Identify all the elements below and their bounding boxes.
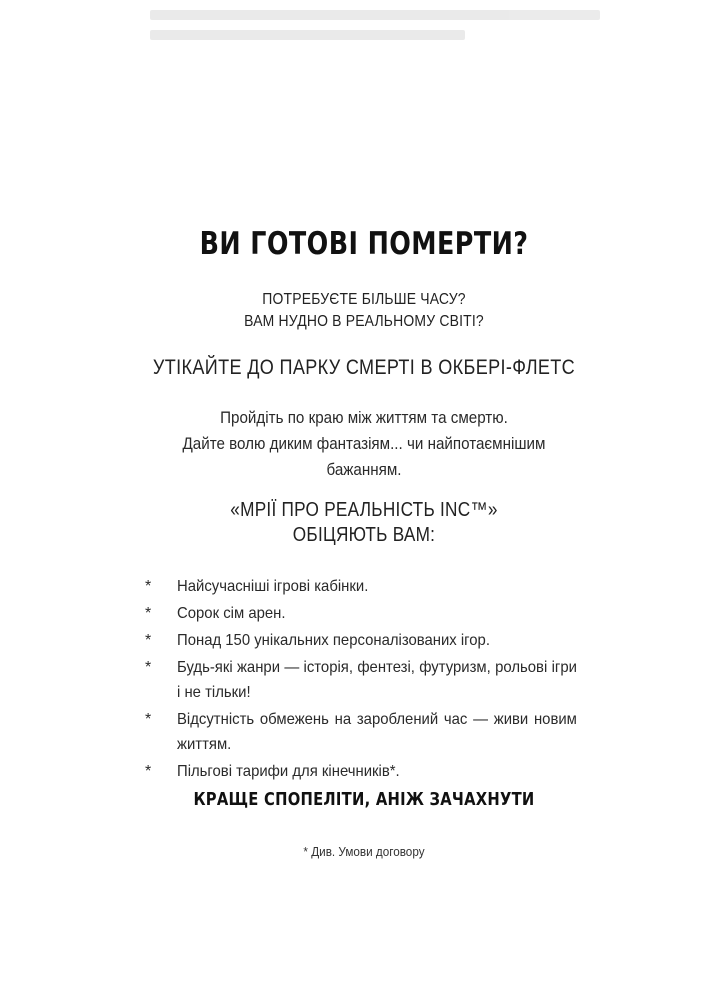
bullet-icon: * xyxy=(145,578,152,595)
bleed-through-text xyxy=(150,0,600,60)
bleed-line xyxy=(150,30,465,40)
questions-block xyxy=(36,289,691,333)
escape-heading: УТІКАЙТЕ ДО ПАРКУ СМЕРТІ В ОКБЕРІ-ФЛЕТС xyxy=(152,356,576,379)
invite-line: бажанням. xyxy=(326,461,402,479)
bullet-icon: * xyxy=(145,659,152,676)
list-item xyxy=(145,707,577,757)
list-item xyxy=(145,655,577,705)
promise-line: «МРІЇ ПРО РЕАЛЬНІСТЬ INC™» xyxy=(230,499,498,521)
list-item xyxy=(145,628,565,653)
bleed-line xyxy=(150,10,600,20)
list-item xyxy=(145,574,565,599)
footnote: * Див. Умови договору xyxy=(303,844,425,859)
list-item xyxy=(145,601,565,626)
page-title: ВИ ГОТОВІ ПОМЕРТИ? xyxy=(199,226,529,262)
promise-heading xyxy=(51,498,677,548)
invite-line: Пройдіть по краю між життям та смертю. xyxy=(220,409,508,427)
bullet-icon: * xyxy=(145,605,152,622)
list-item-text: Найсучасніші ігрові кабінки. xyxy=(177,578,369,595)
bullet-icon: * xyxy=(145,632,152,649)
question-line: ПОТРЕБУЄТЕ БІЛЬШЕ ЧАСУ? xyxy=(262,291,466,308)
invite-line: Дайте волю диким фантазіям... чи найпотаємнішим xyxy=(182,435,546,453)
slogan: КРАЩЕ СПОПЕЛІТИ, АНІЖ ЗАЧАХНУТИ xyxy=(193,789,535,810)
question-line: ВАМ НУДНО В РЕАЛЬНОМУ СВІТІ? xyxy=(244,313,484,330)
invite-paragraph xyxy=(29,405,699,483)
bullet-icon: * xyxy=(145,711,152,728)
bullet-icon: * xyxy=(145,763,152,780)
list-item-text: Сорок сім арен. xyxy=(177,605,286,622)
features-list xyxy=(145,574,577,786)
promise-line: ОБІЦЯЮТЬ ВАМ: xyxy=(292,524,436,546)
list-item-text: Пільгові тарифи для кінечників*. xyxy=(177,763,400,780)
list-item-text: Понад 150 унікальних персоналізованих ігор. xyxy=(177,632,490,649)
list-item-text: Будь-які жанри — історія, фентезі, футуризм, рольові ігри і не тільки! xyxy=(177,659,577,701)
list-item-text: Відсутність обмежень на зароблений час — живи новим життям. xyxy=(177,711,577,753)
list-item xyxy=(145,759,565,784)
